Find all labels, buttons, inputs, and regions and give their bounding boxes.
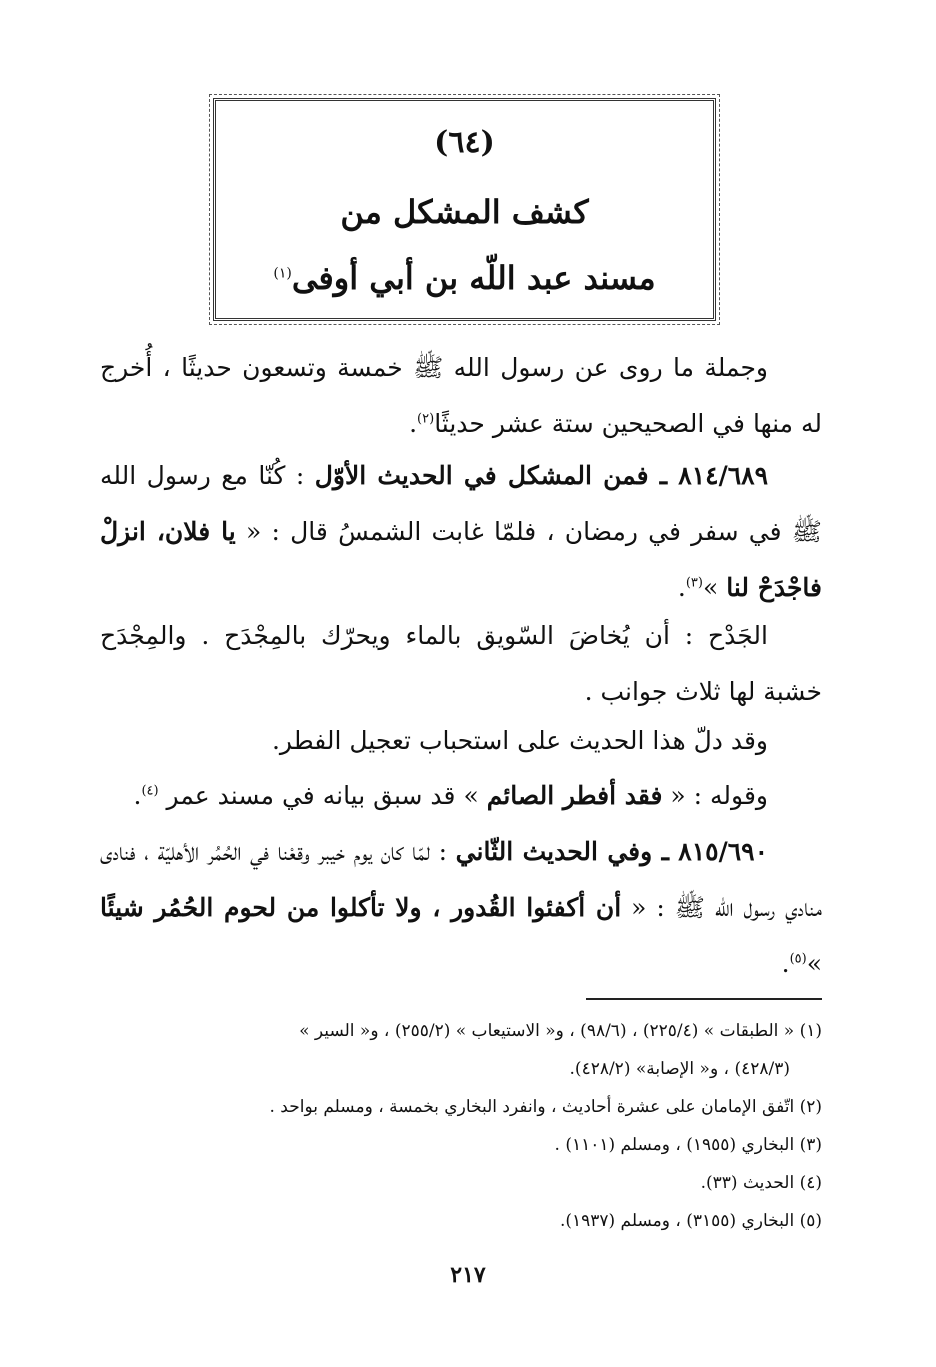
qawluhu-post: » قد سبق بيانه في مسند عمر: [158, 781, 487, 810]
footnote-ref-4: (٤): [141, 783, 159, 799]
page-number: ٢١٧: [450, 1262, 486, 1288]
qawluhu-end: .: [133, 781, 142, 810]
dalla-text: وقد دلّ هذا الحديث على استحباب تعجيل الفطر.: [271, 726, 768, 755]
hadith-2-lead: ٨١٥/٦٩٠ ـ وفي الحديث الثّاني: [455, 837, 768, 866]
intro-text: وجملة ما روى عن رسول الله ﷺ خمسة وتسعون حديثًا ، أُخرج له منها في الصحيحين ستة عشر حديثًا: [100, 353, 822, 438]
hadith-2-quote: أن أكفئوا القُدور ، ولا تأكلوا من لحوم الحُمُر شيئًا: [100, 893, 622, 922]
intro-paragraph: [100, 340, 822, 452]
footnote-separator: [586, 998, 822, 1000]
footnote-ref-3: (٣): [685, 575, 703, 591]
hadith-1-paragraph: [100, 448, 822, 616]
title-footnote-ref: (١): [273, 265, 292, 282]
footnote-4: (٤) الحديث (٣٣).: [700, 1173, 822, 1193]
hadith-2-end: .: [781, 949, 790, 978]
hadith-2-close: »: [806, 949, 822, 978]
hadith-1-text: : كُنّا مع رسول الله ﷺ في سفر في رمضان ، فلمّا غابت الشمسُ قال : «: [100, 461, 822, 546]
chapter-number: (٦٤): [434, 125, 495, 160]
intro-end: .: [409, 409, 418, 438]
hadith-1-end: .: [677, 573, 686, 602]
chapter-title-text: مسند عبد اللّه بن أبي أوفى: [291, 259, 656, 297]
footnote-2: (٢) اتّفق الإمامان على عشرة أحاديث ، وانفرد البخاري بخمسة ، ومسلم بواحد .: [269, 1097, 822, 1117]
footnote-3: (٣) البخاري (١٩٥٥) ، ومسلم (١١٠١) .: [554, 1135, 822, 1155]
footnote-5: (٥) البخاري (٣١٥٥) ، ومسلم (١٩٣٧).: [559, 1211, 822, 1231]
chapter-title-line2: [216, 259, 713, 297]
footnotes: [100, 1012, 822, 1240]
footnote-1-continued: (٤٢٨/٣) ، و« الإصابة» (٤٢٨/٢).: [569, 1059, 790, 1079]
footnote-1: (١) « الطبقات » (٢٢٥/٤) ، (٩٨/٦) ، و« الاستيعاب » (٢٥٥/٢) ، و« السير »: [299, 1021, 822, 1041]
dalla-paragraph: [100, 713, 822, 769]
jadh-definition: [100, 608, 822, 720]
jadh-definition-text: الجَدْح : أن يُخاضَ السّويق بالماء ويحرّك بالمِجْدَح . والمِجْدَح خشبة لها ثلاث جوانب .: [100, 621, 822, 706]
hadith-1-close: »: [702, 573, 727, 602]
hadith-2-paragraph: [100, 824, 822, 992]
qawluhu-pre: وقوله : «: [662, 781, 768, 810]
qawluhu-paragraph: [100, 768, 822, 824]
footnote-ref-2: (٢): [417, 411, 435, 427]
chapter-title-box: [213, 98, 716, 321]
hadith-1-lead: ٨١٤/٦٨٩ ـ فمن المشكل في الحديث الأوّل: [314, 461, 768, 490]
footnote-ref-5: (٥): [789, 951, 807, 967]
chapter-title-line1: كشف المشكل من: [340, 193, 589, 231]
qawluhu-quote: فقد أفطر الصائم: [486, 781, 663, 810]
hadith-1-quote: يا فلان، انزلْ فاجْدَحْ لنا: [100, 517, 822, 602]
hadith-2-text: : لمّا كان يوم خيبر وقعْنا في الحُمُر الأهليّة ، فنادى منادي رسول الله ﷺ : «: [100, 837, 822, 922]
